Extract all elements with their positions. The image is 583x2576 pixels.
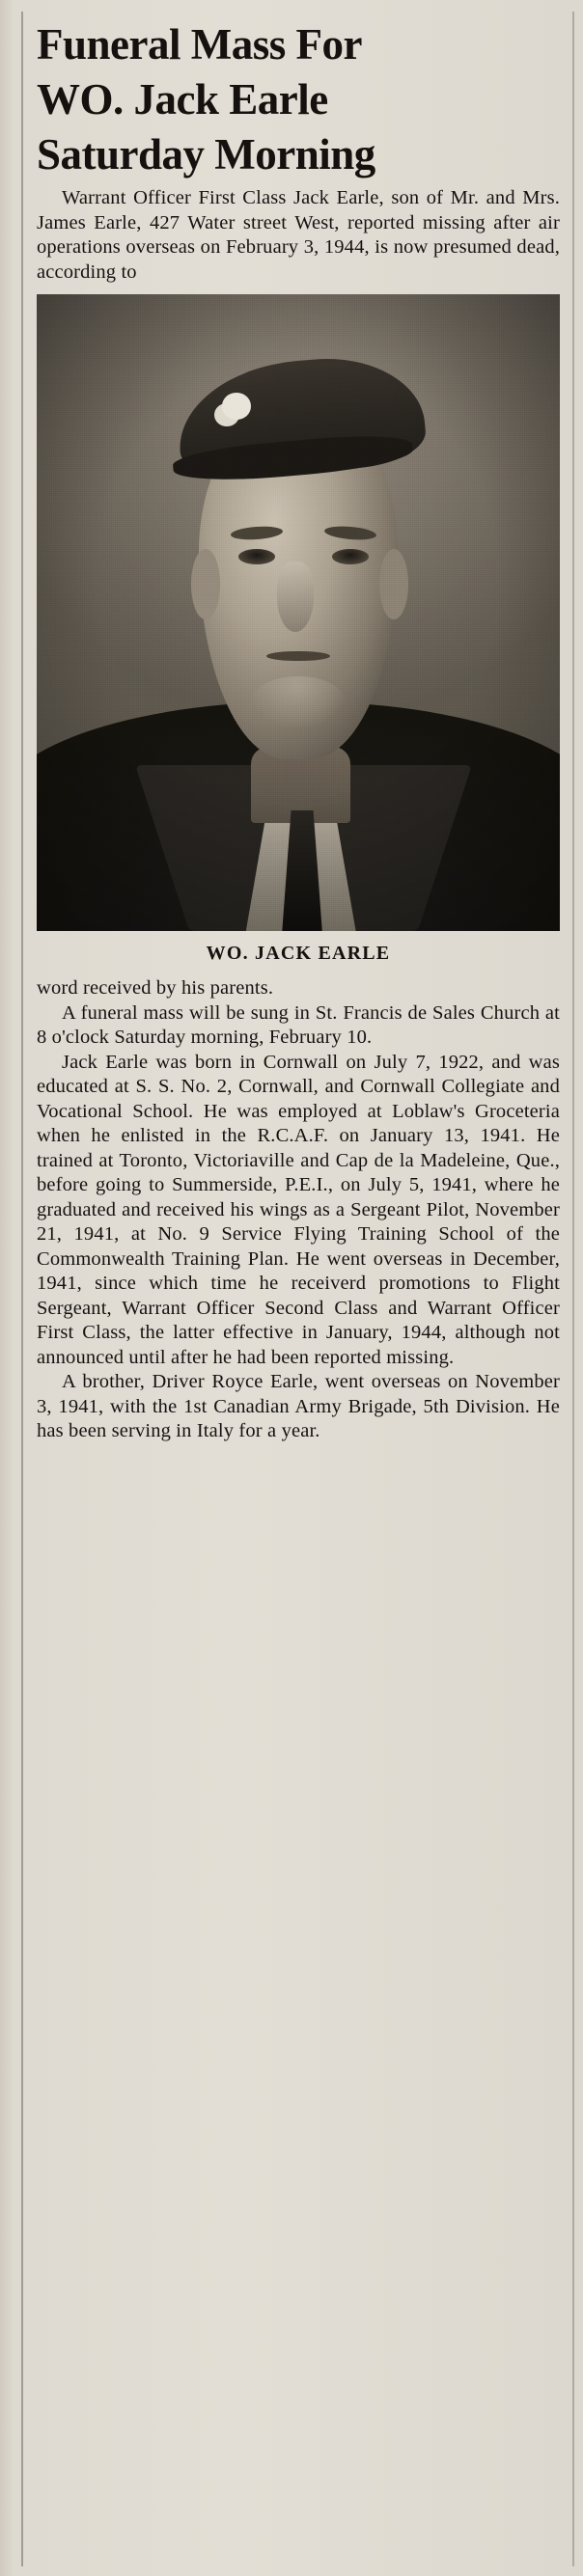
photo-caption: WO. JACK EARLE bbox=[206, 943, 391, 964]
paragraph-brother: A brother, Driver Royce Earle, went overseas on November 3, 1941, with the 1st Canadian Army Brigade, 5th Division. He has been serving in Italy for a year. bbox=[37, 1371, 560, 1441]
lead-paragraph: Warrant Officer First Class Jack Earle, son of Mr. and Mrs. James Earle, 427 Water street West, reported missing after air operations overseas on February 3, 1944, is now presumed dead, according to bbox=[37, 187, 560, 283]
headline-line-3: Saturday Morning bbox=[37, 130, 375, 178]
column-rule-left bbox=[21, 12, 23, 2566]
headline-line-1: Funeral Mass For bbox=[37, 20, 362, 69]
lead-paragraph-block bbox=[37, 186, 560, 285]
article-body bbox=[37, 17, 560, 1462]
article-continued bbox=[37, 976, 560, 1444]
portrait-photo bbox=[37, 294, 560, 931]
column-rule-right bbox=[572, 12, 574, 2566]
paragraph-continuation: word received by his parents. bbox=[37, 977, 274, 999]
paragraph-funeral-details: A funeral mass will be sung in St. Francis de Sales Church at 8 o'clock Saturday morning, February 10. bbox=[37, 1001, 560, 1048]
headline-line-2: WO. Jack Earle bbox=[37, 75, 328, 123]
photo-figure bbox=[37, 294, 560, 965]
page-title bbox=[37, 17, 560, 182]
paragraph-biography: Jack Earle was born in Cornwall on July 7, 1922, and was educated at S. S. No. 2, Cornwall, and Cornwall Collegiate and Vocational School. He was employed at Loblaw's Groceteria when he enlisted in the R.C.A.F. on January 13, 1941. He trained at Toronto, Victoriaville and Cap de la Madeleine, Que., before going to Summerside, P.E.I., on July 5, 1941, where he graduated and received his wings as a Sergeant Pilot, November 21, 1941, at No. 9 Service Flying Training School of the Commonwealth Training Plan. He went overseas in December, 1941, since which time he receiverd promotions to Flight Sergeant, Warrant Officer Second Class and Warrant Officer First Class, the latter effective in January, 1944, although not announced until after he had been reported missing. bbox=[37, 1051, 560, 1368]
